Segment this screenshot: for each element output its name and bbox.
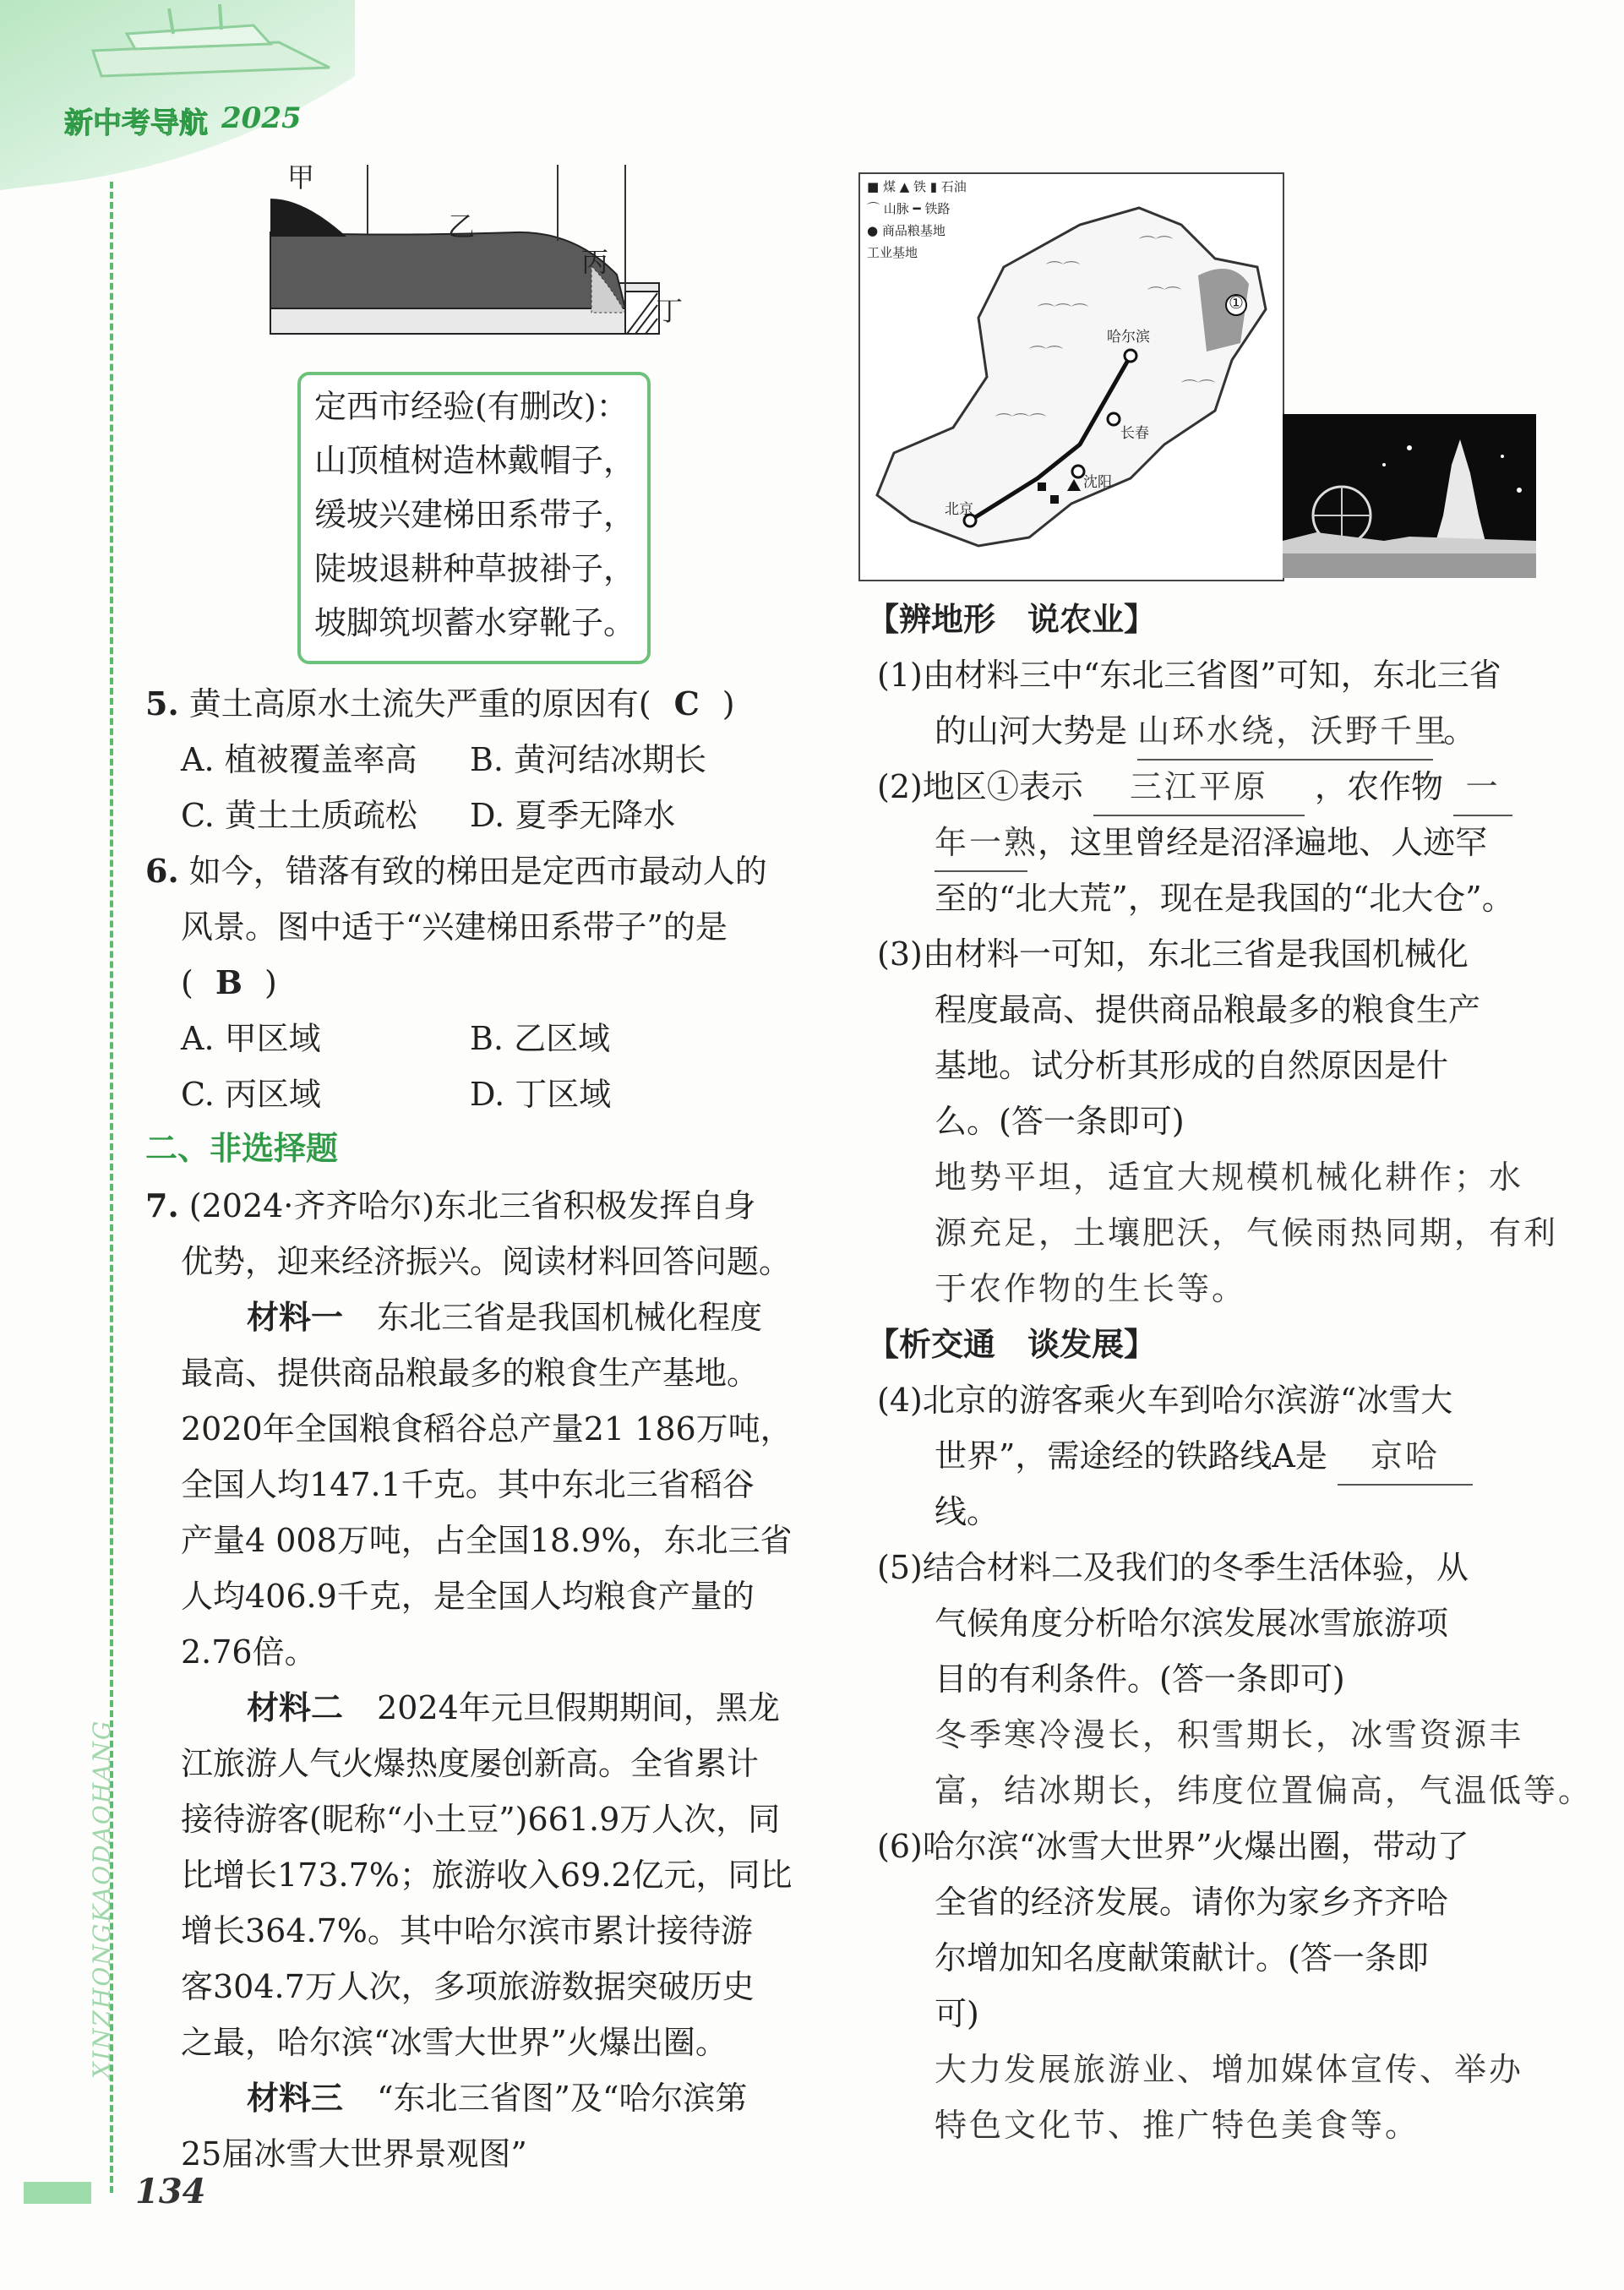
material2-line1: [247, 1680, 780, 1736]
q7-4-line1: (4)北京的游客乘火车到哈尔滨游“冰雪大: [877, 1382, 1453, 1419]
material2-line: 之最，哈尔滨“冰雪大世界”火爆出圈。: [181, 2024, 728, 2061]
q5-option-d: D. 夏季无降水: [470, 797, 676, 834]
q7-5-line: 气候角度分析哈尔滨发展冰雪旅游项: [935, 1605, 1449, 1642]
q7-2-text-b: ，农作物: [1315, 768, 1444, 805]
q7-5-answer: 冬季寒冷漫长，积雪期长，冰雪资源丰: [935, 1716, 1524, 1753]
q5-number: 5.: [145, 684, 179, 722]
legend-line: 工业基地: [867, 245, 918, 260]
material1-line: 人均406.9千克，是全国人均粮食产量的: [181, 1578, 755, 1615]
q7-6-line: 全省的经济发展。请你为家乡齐齐哈: [935, 1884, 1449, 1921]
material3-text: “东北三省图”及“哈尔滨第: [377, 2080, 748, 2117]
q7-1-text: 的山河大势是: [935, 712, 1128, 750]
q7-2-line3: 至的“北大荒”，现在是我国的“北大仓”。: [935, 880, 1514, 917]
section-heading-terrain: 【辨地形 说农业】: [867, 601, 1157, 638]
side-vertical-text: XINZHONGKAODAOHANG: [88, 1719, 116, 2079]
city-beijing: 北京: [945, 501, 973, 518]
q7-2-line2: [935, 815, 1487, 872]
material2-line: 客304.7万人次，多项旅游数据突破历史: [181, 1968, 755, 2005]
city-changchun: 长春: [1120, 425, 1149, 442]
poem-line: 山顶植树造林戴帽子，: [314, 442, 636, 479]
q7-stem-line1: [145, 1178, 755, 1234]
material1-line: 2.76倍。: [181, 1633, 317, 1671]
q7-6-line: (6)哈尔滨“冰雪大世界”火爆出圈，带动了: [877, 1828, 1469, 1865]
svg-text:⌒⌒: ⌒⌒: [1139, 234, 1173, 254]
q6-stem-line2: 风景。图中适于“兴建梯田系带子”的是: [181, 908, 728, 946]
q6-stem-line1: [145, 843, 767, 899]
q6-number: 6.: [145, 852, 179, 890]
material2-line: 增长364.7%。其中哈尔滨市累计接待游: [181, 1912, 753, 1949]
legend-line: ■ 煤 ▲ 铁 ▮ 石油: [867, 179, 967, 194]
material1-text: 东北三省是我国机械化程度: [377, 1299, 763, 1336]
q6-close: ): [264, 964, 277, 1001]
q6-answer-line: [181, 955, 277, 1011]
q5-option-a: A. 植被覆盖率高: [181, 741, 417, 778]
q5-stem: [145, 676, 735, 732]
material1-line: 全国人均147.1千克。其中东北三省稻谷: [181, 1466, 755, 1503]
material1-line: 产量4 008万吨，占全国18.9%，东北三省: [181, 1522, 793, 1559]
q6-text-1: 如今，错落有致的梯田是定西市最动人的: [188, 853, 767, 890]
section-heading-traffic: 【析交通 谈发展】: [867, 1326, 1157, 1363]
section-label-jia: 甲: [287, 161, 315, 194]
q7-text-1: (2024·齐齐哈尔)东北三省积极发挥自身: [188, 1187, 756, 1224]
material3-line1: [247, 2070, 747, 2126]
q7-6-answer: 大力发展旅游业、增加媒体宣传、举办: [935, 2051, 1524, 2088]
city-shenyang: 沈阳: [1083, 474, 1112, 491]
q5-option-c: C. 黄土土质疏松: [181, 797, 417, 834]
q7-5-line: (5)结合材料二及我们的冬季生活体验，从: [877, 1549, 1469, 1586]
q7-5-line: 目的有利条件。(答一条即可): [935, 1660, 1345, 1698]
legend-line: ⌒ 山脉 ━ 铁路: [867, 201, 951, 216]
q6-option-a: A. 甲区域: [181, 1020, 321, 1057]
section-label-bing: 丙: [581, 246, 609, 278]
city-harbin: 哈尔滨: [1107, 329, 1150, 346]
svg-text:⌒⌒: ⌒⌒: [1046, 259, 1080, 280]
q7-2-answer-region: 三江平原: [1093, 759, 1305, 816]
q7-4-line3: 线。: [935, 1493, 1000, 1530]
q7-3-line: (3)由材料一可知，东北三省是我国机械化: [877, 935, 1469, 973]
section-label-ding: 丁: [656, 295, 684, 327]
svg-text:⌒⌒⌒: ⌒⌒⌒: [995, 412, 1046, 432]
q7-6-line: 可): [935, 1995, 979, 2032]
q7-number: 7.: [145, 1186, 179, 1224]
q7-1-answer: 山环水绕，沃野千里: [1137, 703, 1433, 761]
material3-line: 25届冰雪大世界景观图”: [181, 2135, 527, 2173]
q5-text: 黄土高原水土流失严重的原因有(: [188, 685, 651, 722]
poem-line: 定西市经验(有删改)：: [314, 388, 629, 425]
q7-4-line2: [935, 1428, 1473, 1486]
material2-line: 接待游客(昵称“小土豆”)661.9万人次，同: [181, 1801, 781, 1838]
material1-line: 最高、提供商品粮最多的粮食生产基地。: [181, 1355, 760, 1392]
q5-close: ): [722, 685, 735, 722]
q6-answer: B: [215, 963, 243, 1001]
section-label-yi: 乙: [448, 210, 476, 243]
q7-stem-line2: 优势，迎来经济振兴。阅读材料回答问题。: [181, 1243, 792, 1280]
material2-text: 2024年元旦假期期间，黑龙: [377, 1689, 780, 1726]
q7-1-line2: [935, 703, 1475, 761]
q7-3-line: 程度最高、提供商品粮最多的粮食生产: [935, 991, 1481, 1028]
q6-option-d: D. 丁区域: [470, 1076, 612, 1113]
svg-text:⌒⌒: ⌒⌒: [1029, 344, 1063, 364]
q6-option-b: B. 乙区域: [470, 1020, 611, 1057]
ice-world-photo: [1283, 414, 1536, 578]
header-brand: 新中考导航: [64, 106, 208, 140]
material2-line: 江旅游人气火爆热度屡创新高。全省累计: [181, 1745, 760, 1782]
header-year: 2025: [221, 101, 302, 135]
q6-open: (: [181, 964, 193, 1001]
q7-2-text: (2)地区①表示: [877, 768, 1083, 805]
q5-answer: C: [673, 684, 700, 722]
q7-2-answer-crop-a: 一: [1453, 759, 1512, 816]
q7-5-answer: 富，结冰期长，纬度位置偏高，气温低等。: [935, 1772, 1594, 1809]
svg-text:⌒⌒: ⌒⌒: [1181, 378, 1215, 398]
material3-label: 材料三: [247, 2080, 344, 2117]
q7-2-text-c: ，这里曾经是沼泽遍地、人迹罕: [1038, 824, 1488, 861]
q7-3-line: 么。(答一条即可): [935, 1103, 1185, 1140]
q7-4-text: 世界”，需途经的铁路线A是: [935, 1437, 1327, 1475]
q7-6-line: 尔增加知名度献策献计。(答一条即: [935, 1939, 1429, 1976]
material1-label: 材料一: [247, 1299, 344, 1336]
q7-2-answer-crop-b: 年一熟: [935, 815, 1027, 872]
region-mark: ①: [1229, 292, 1244, 313]
legend-line: ● 商品粮基地: [867, 223, 946, 238]
q6-option-c: C. 丙区域: [181, 1076, 321, 1113]
page-number-bar: [24, 2182, 91, 2204]
q7-3-answer: 于农作物的生长等。: [935, 1270, 1247, 1307]
northeast-map: [858, 172, 1284, 581]
q7-6-answer: 特色文化节、推广特色美食等。: [935, 2107, 1420, 2144]
poem-line: 缓坡兴建梯田系带子，: [314, 496, 636, 533]
material2-line: 比增长173.7%；旅游收入69.2亿元，同比: [181, 1857, 793, 1894]
cross-section-diagram: [253, 161, 693, 342]
q7-3-answer: 源充足，土壤肥沃，气候雨热同期，有利: [935, 1214, 1559, 1251]
map-legend: [867, 176, 967, 264]
section-heading: 二、非选择题: [145, 1130, 339, 1167]
material1-line: 2020年全国粮食稻谷总产量21 186万吨，: [181, 1410, 793, 1448]
page-number: 134: [135, 2172, 206, 2211]
svg-text:⌒⌒: ⌒⌒: [1147, 285, 1181, 305]
q7-1-line1: (1)由材料三中“东北三省图”可知，东北三省: [877, 657, 1501, 694]
material1-line1: [247, 1289, 762, 1345]
q7-1-end: 。: [1443, 712, 1476, 750]
poem-line: 坡脚筑坝蓄水穿靴子。: [314, 604, 636, 641]
q7-3-answer: 地势平坦，适宜大规模机械化耕作；水: [935, 1159, 1524, 1196]
material2-label: 材料二: [247, 1689, 344, 1726]
q7-4-answer: 京哈: [1338, 1428, 1473, 1486]
poem-line: 陡坡退耕种草披褂子，: [314, 550, 636, 587]
q5-option-b: B. 黄河结冰期长: [470, 741, 707, 778]
poem-box: [297, 372, 651, 664]
svg-text:⌒⌒⌒: ⌒⌒⌒: [1038, 302, 1088, 322]
q7-2-line1: [877, 759, 1512, 816]
q7-3-line: 基地。试分析其形成的自然原因是什: [935, 1047, 1449, 1084]
